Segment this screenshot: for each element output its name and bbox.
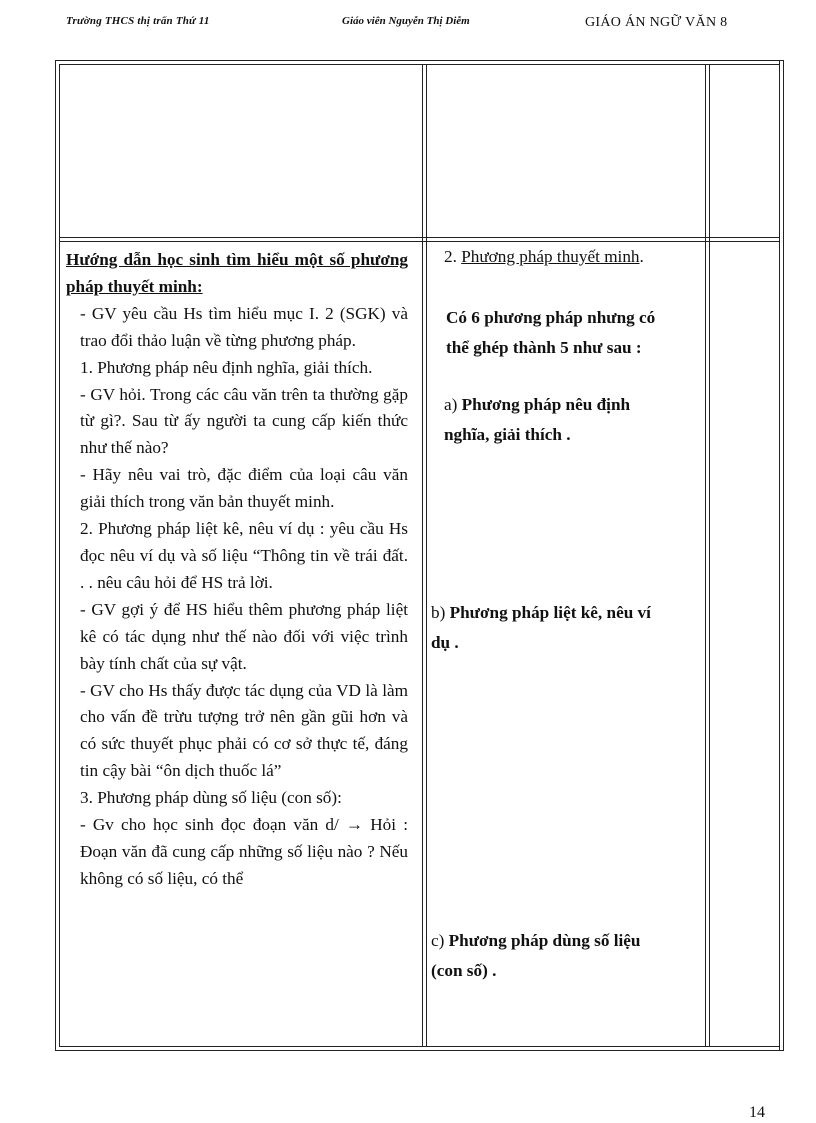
method-a — [444, 390, 630, 450]
method-a-line-2: nghĩa, giải thích . — [444, 425, 571, 444]
method-b — [431, 598, 651, 658]
section-number: 2. — [444, 247, 457, 266]
method-b-line-1: Phương pháp liệt kê, nêu ví — [449, 603, 651, 622]
paragraph: - Hãy nêu vai trò, đặc điểm của loại câu văn giải thích trong văn bản thuyết minh. — [80, 465, 408, 512]
paragraph: - GV cho Hs thấy được tác dụng của VD là làm cho vấn đề trừu tượng trở nên gần gũi hơn và có sức thuyết phục phải có cơ sở thực tế, đáng tin cậy bài “ôn dịch thuốc lá” — [80, 680, 408, 781]
header-teacher: Giáo viên Nguyễn Thị Diễm — [342, 15, 470, 27]
header-title: GIÁO ÁN NGỮ VĂN 8 — [585, 15, 728, 30]
method-a-line-1: Phương pháp nêu định — [461, 395, 631, 414]
header-school: Trường THCS thị trấn Thứ 11 — [66, 15, 210, 27]
paragraph: 2. Phương pháp liệt kê, nêu ví dụ : yêu cầu Hs đọc nêu ví dụ và số liệu “Thông tin về trái đất. . . nêu câu hỏi để HS trả lời. — [80, 519, 408, 592]
method-c-line-2: (con số) . — [431, 961, 497, 980]
paragraph: 3. Phương pháp dùng số liệu (con số): — [80, 788, 342, 808]
method-a-prefix: a) — [444, 395, 458, 414]
teacher-activities — [66, 247, 408, 893]
method-c — [431, 926, 640, 986]
method-b-line-2: dụ . — [431, 633, 459, 652]
paragraph: 1. Phương pháp nêu định nghĩa, giải thích. — [80, 357, 373, 377]
paragraph: - GV gợi ý để HS hiểu thêm phương pháp liệt kê có tác dụng như thế nào đối với việc trình bày tính chất của sự vật. — [80, 599, 408, 673]
section-end: . — [639, 247, 644, 266]
intro-text — [446, 303, 655, 363]
section-title-line — [444, 242, 644, 272]
section-title: Phương pháp thuyết minh — [461, 247, 640, 266]
page-number: 14 — [749, 1104, 765, 1121]
section-heading: Hướng dẫn học sinh tìm hiểu một số phương pháp thuyết minh: — [66, 250, 408, 296]
paragraph: - Gv cho học sinh đọc đoạn văn d/ → Hỏi : Đoạn văn đã cung cấp những số liệu nào ? Nếu không có số liệu, có thể — [80, 815, 408, 888]
intro-line-1: Có 6 phương pháp nhưng có — [446, 308, 656, 327]
method-b-prefix: b) — [431, 603, 446, 622]
intro-line-2: thể ghép thành 5 như sau : — [446, 338, 642, 357]
method-c-line-1: Phương pháp dùng số liệu — [448, 931, 641, 950]
paragraph: - GV yêu cầu Hs tìm hiểu mục I. 2 (SGK) và trao đổi thảo luận về từng phương pháp. — [80, 303, 408, 350]
method-c-prefix: c) — [431, 931, 445, 950]
paragraph: - GV hỏi. Trong các câu văn trên ta thường gặp từ gì?. Sau từ ấy người ta cung cấp kiến thức như thế nào? — [80, 384, 408, 458]
